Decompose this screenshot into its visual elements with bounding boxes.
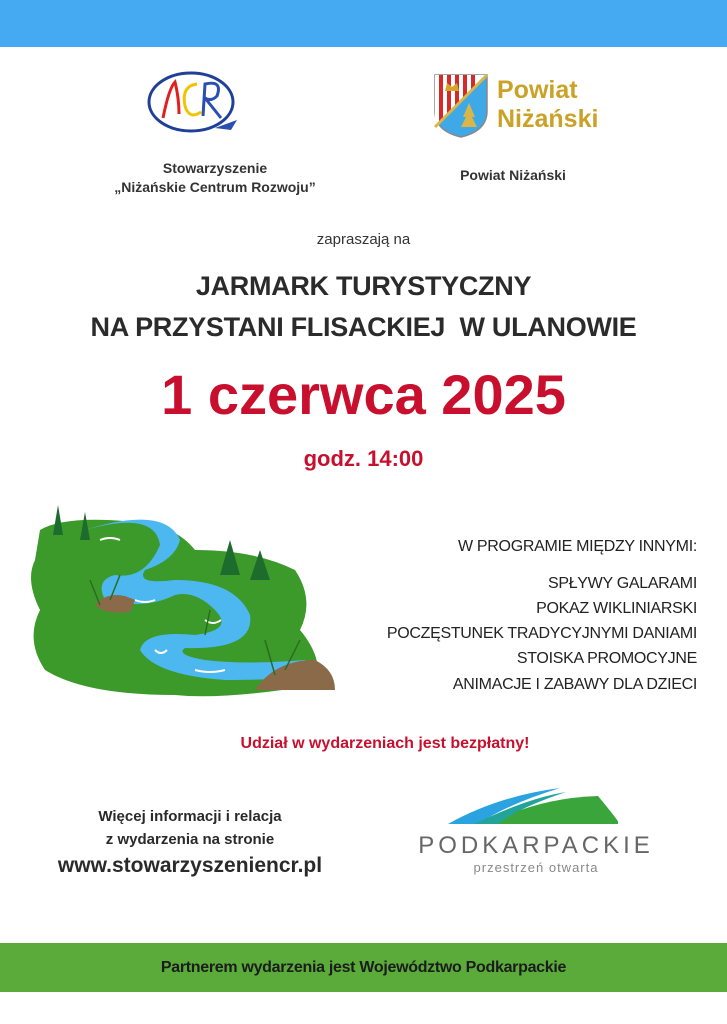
ncr-caption <box>90 160 340 195</box>
ncr-caption-line2: „Niżańskie Centrum Rozwoju” <box>114 179 316 195</box>
program-item: ANIMACJE I ZABAWY DLA DZIECI <box>452 676 697 693</box>
program-item: POCZĘSTUNEK TRADYCYJNYMI DANIAMI <box>386 625 697 642</box>
powiat-caption: Powiat Niżański <box>460 167 566 183</box>
podkarpackie-logo <box>418 784 654 879</box>
program-item: SPŁYWY GALARAMI <box>547 575 697 592</box>
more-info-line2: z wydarzenia na stronie <box>105 831 275 848</box>
powiat-logo-line2: Niżański <box>497 105 599 133</box>
powiat-logo-text <box>497 76 598 134</box>
podkarpackie-slogan: przestrzeń otwarta <box>473 860 599 875</box>
river-illustration <box>25 500 345 705</box>
free-participation-note: Udział w wydarzeniach jest bezpłatny! <box>240 735 530 752</box>
event-time: godz. 14:00 <box>303 446 424 471</box>
more-info <box>40 808 340 878</box>
invite-text: zapraszają na <box>316 231 411 248</box>
powiat-crest-icon <box>433 73 489 139</box>
top-banner <box>0 0 727 47</box>
ncr-caption-line1: Stowarzyszenie <box>162 160 268 176</box>
event-title-line1: JARMARK TURYSTYCZNY <box>195 271 532 301</box>
program-item: STOISKA PROMOCYJNE <box>516 650 697 667</box>
ncr-logo <box>145 68 240 143</box>
partner-banner <box>0 943 727 992</box>
powiat-logo-line1: Powiat <box>497 76 578 104</box>
more-info-line1: Więcej informacji i relacja <box>98 808 282 825</box>
event-date: 1 czerwca 2025 <box>161 363 566 426</box>
podkarpackie-name: PODKARPACKIE <box>418 832 654 859</box>
website-link[interactable]: www.stowarzyszeniencr.pl <box>57 854 323 877</box>
program-heading: W PROGRAMIE MIĘDZY INNYMI: <box>457 538 697 555</box>
event-title-line2: NA PRZYSTANI FLISACKIEJ W ULANOWIE <box>90 312 637 342</box>
program-item: POKAZ WIKLINIARSKI <box>536 600 697 617</box>
partner-text: Partnerem wydarzenia jest Województwo Podkarpackie <box>160 958 567 976</box>
